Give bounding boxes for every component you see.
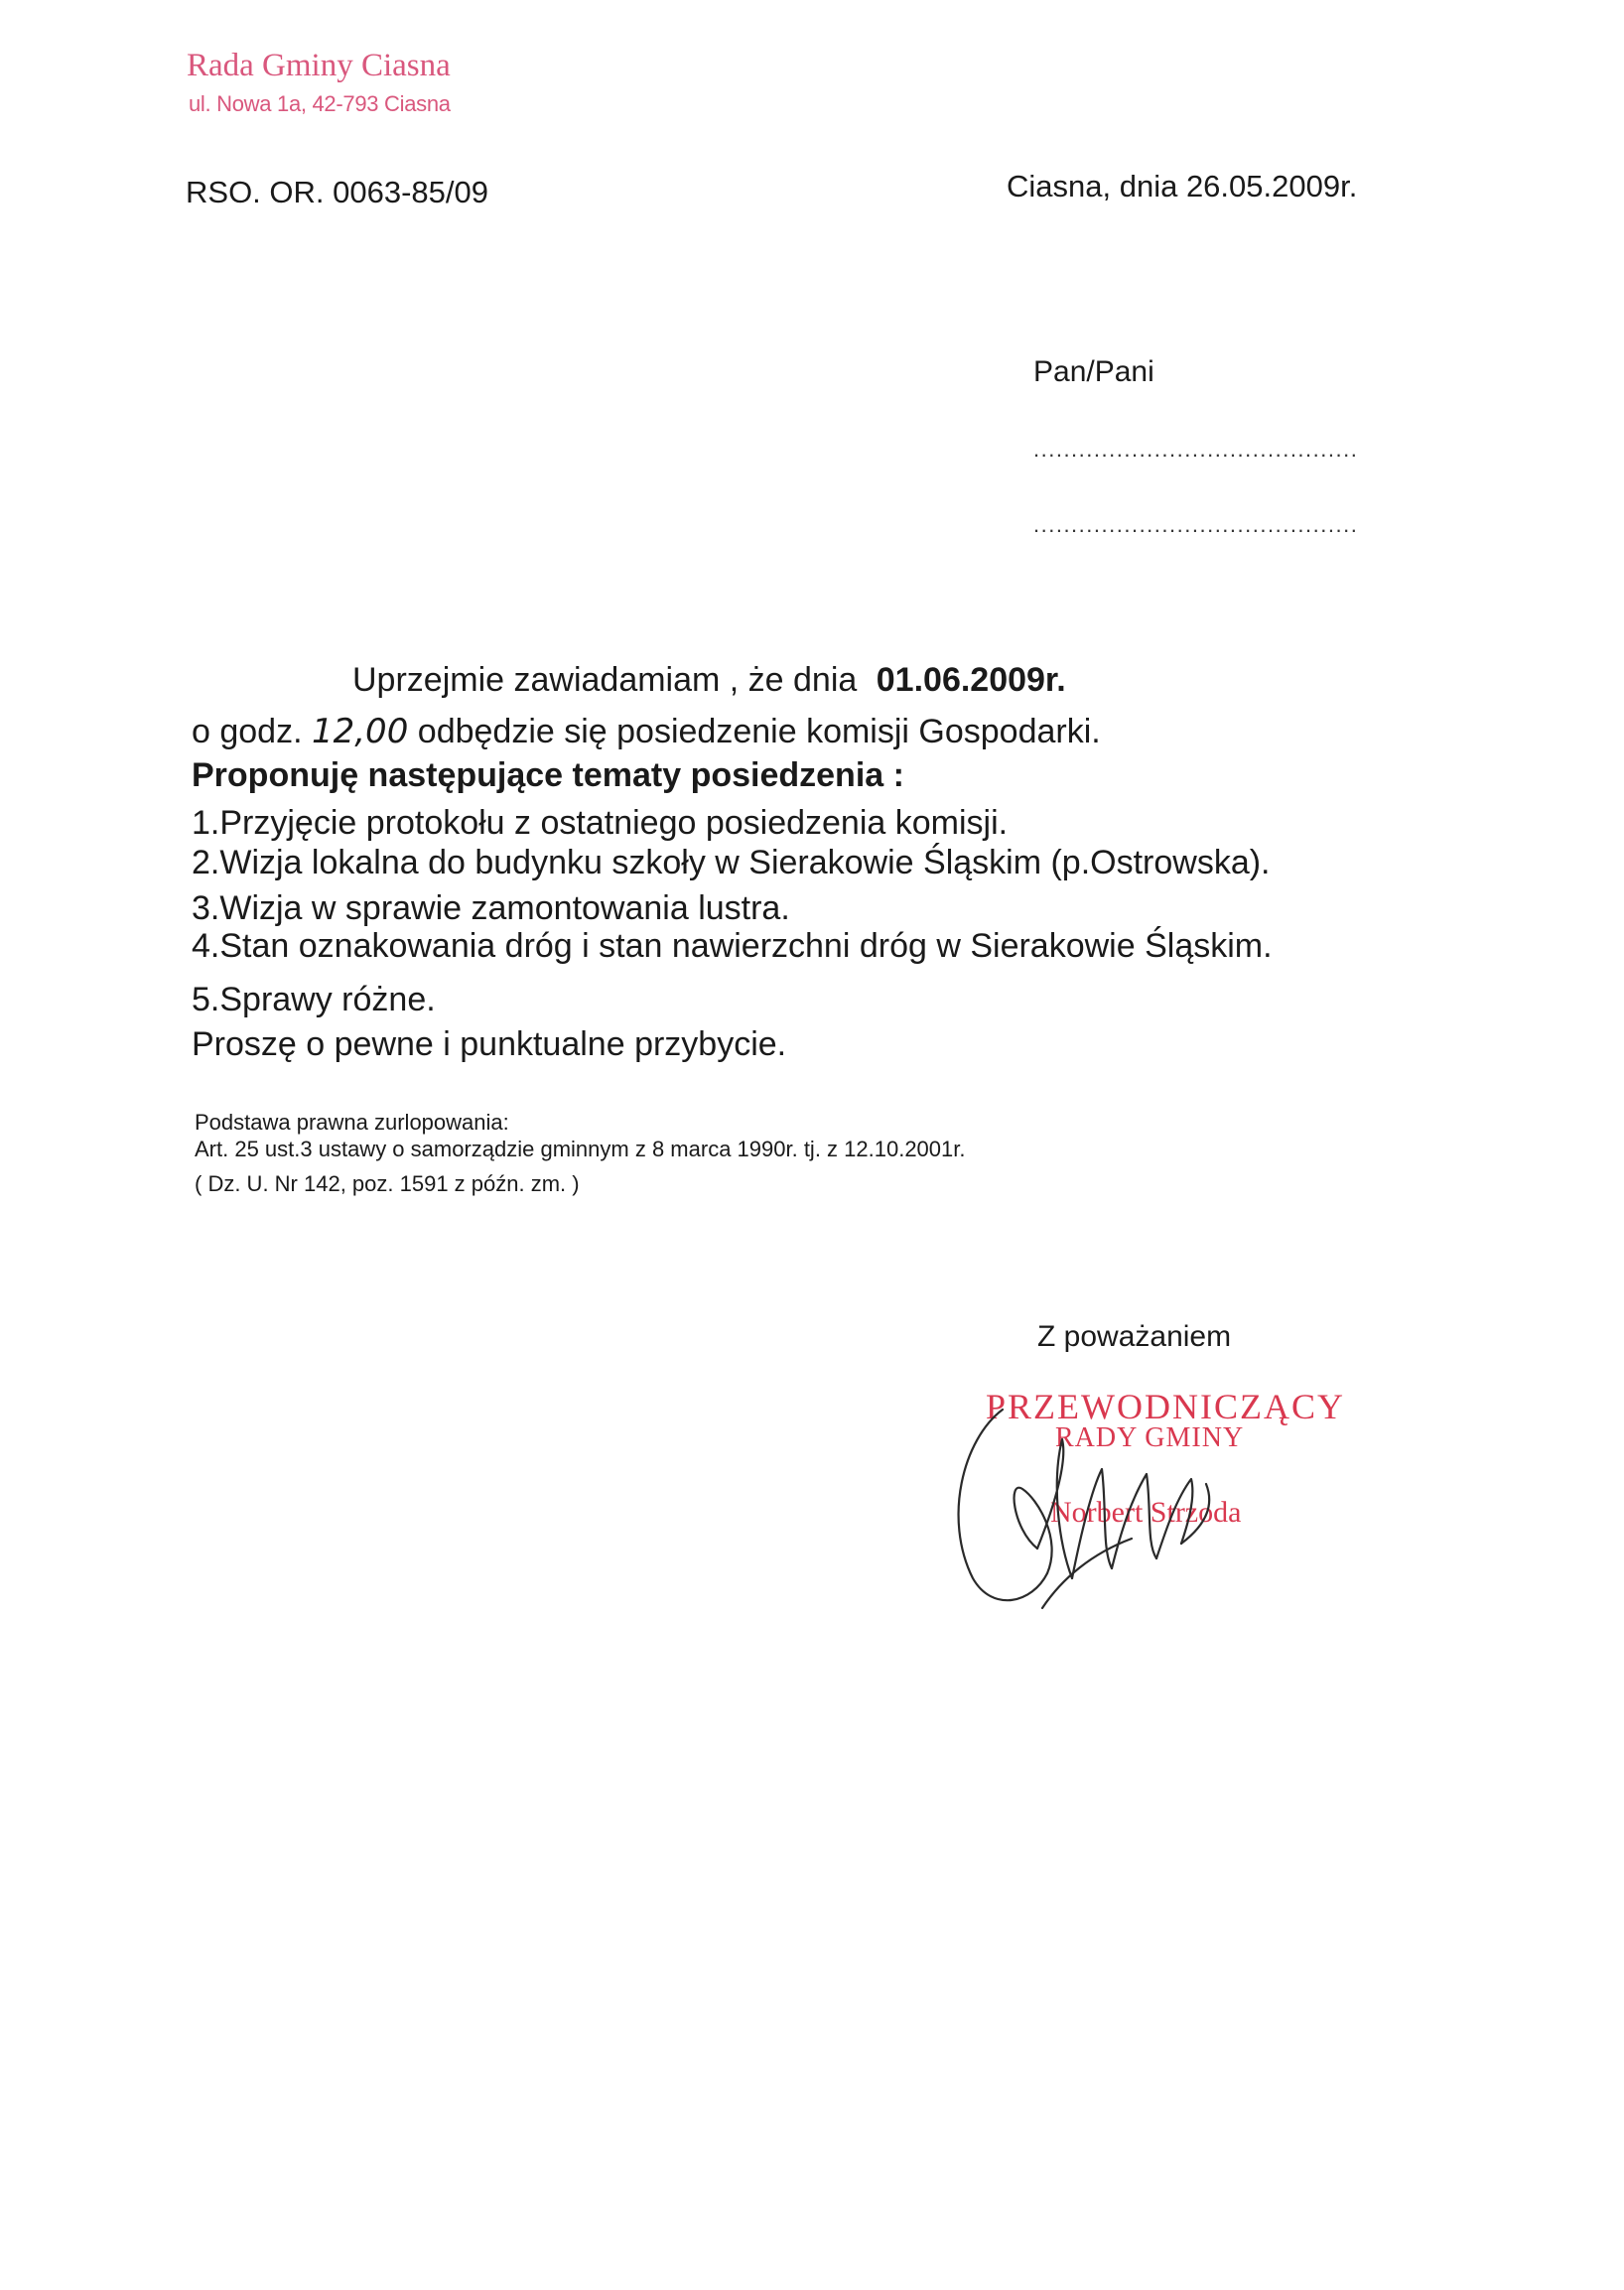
meeting-time-line	[192, 712, 1101, 751]
agenda-item: 2.Wizja lokalna do budynku szkoły w Sierakowie Śląskim (p.Ostrowska).	[192, 844, 1271, 881]
legal-basis-article: Art. 25 ust.3 ustawy o samorządzie gminnym z 8 marca 1990r. tj. z 12.10.2001r.	[195, 1137, 966, 1161]
meeting-time: 12,00	[311, 712, 409, 751]
place-and-date: Ciasna, dnia 26.05.2009r.	[1007, 169, 1358, 203]
letterhead-name: Rada Gminy Ciasna	[187, 48, 451, 83]
stamp-body: RADY GMINY	[1055, 1422, 1245, 1453]
legal-basis-journal: ( Dz. U. Nr 142, poz. 1591 z późn. zm. )	[195, 1171, 580, 1196]
stamp-title: PRZEWODNICZĄCY	[986, 1387, 1345, 1426]
agenda-item: 1.Przyjęcie protokołu z ostatniego posiedzenia komisji.	[192, 804, 1009, 842]
intro-paragraph	[352, 663, 1066, 697]
handwritten-signature	[943, 1380, 1281, 1628]
closing-regards: Z poważaniem	[1037, 1320, 1232, 1353]
attendance-request: Proszę o pewne i punktualne przybycie.	[192, 1025, 787, 1063]
letterhead-address: ul. Nowa 1a, 42-793 Ciasna	[189, 91, 451, 116]
agenda-item: 5.Sprawy różne.	[192, 981, 436, 1018]
recipient-line-1: ...........................................	[1033, 437, 1359, 462]
meeting-date: 01.06.2009r.	[876, 661, 1066, 699]
recipient-line-2: ...........................................	[1033, 512, 1359, 537]
recipient-label: Pan/Pani	[1033, 355, 1154, 388]
intro-text: Uprzejmie zawiadamiam , że dnia	[352, 661, 858, 699]
stamp-name: Norbert Strzoda	[1050, 1496, 1242, 1529]
reference-number: RSO. OR. 0063-85/09	[186, 175, 488, 209]
time-prefix: o godz.	[192, 713, 303, 750]
time-suffix: odbędzie się posiedzenie komisji Gospodarki.	[417, 713, 1101, 750]
agenda-item: 4.Stan oznakowania dróg i stan nawierzchni dróg w Sierakowie Śląskim.	[192, 927, 1273, 965]
agenda-heading: Proponuję następujące tematy posiedzenia :	[192, 756, 904, 794]
agenda-item: 3.Wizja w sprawie zamontowania lustra.	[192, 889, 790, 927]
legal-basis-heading: Podstawa prawna zurlopowania:	[195, 1110, 509, 1135]
